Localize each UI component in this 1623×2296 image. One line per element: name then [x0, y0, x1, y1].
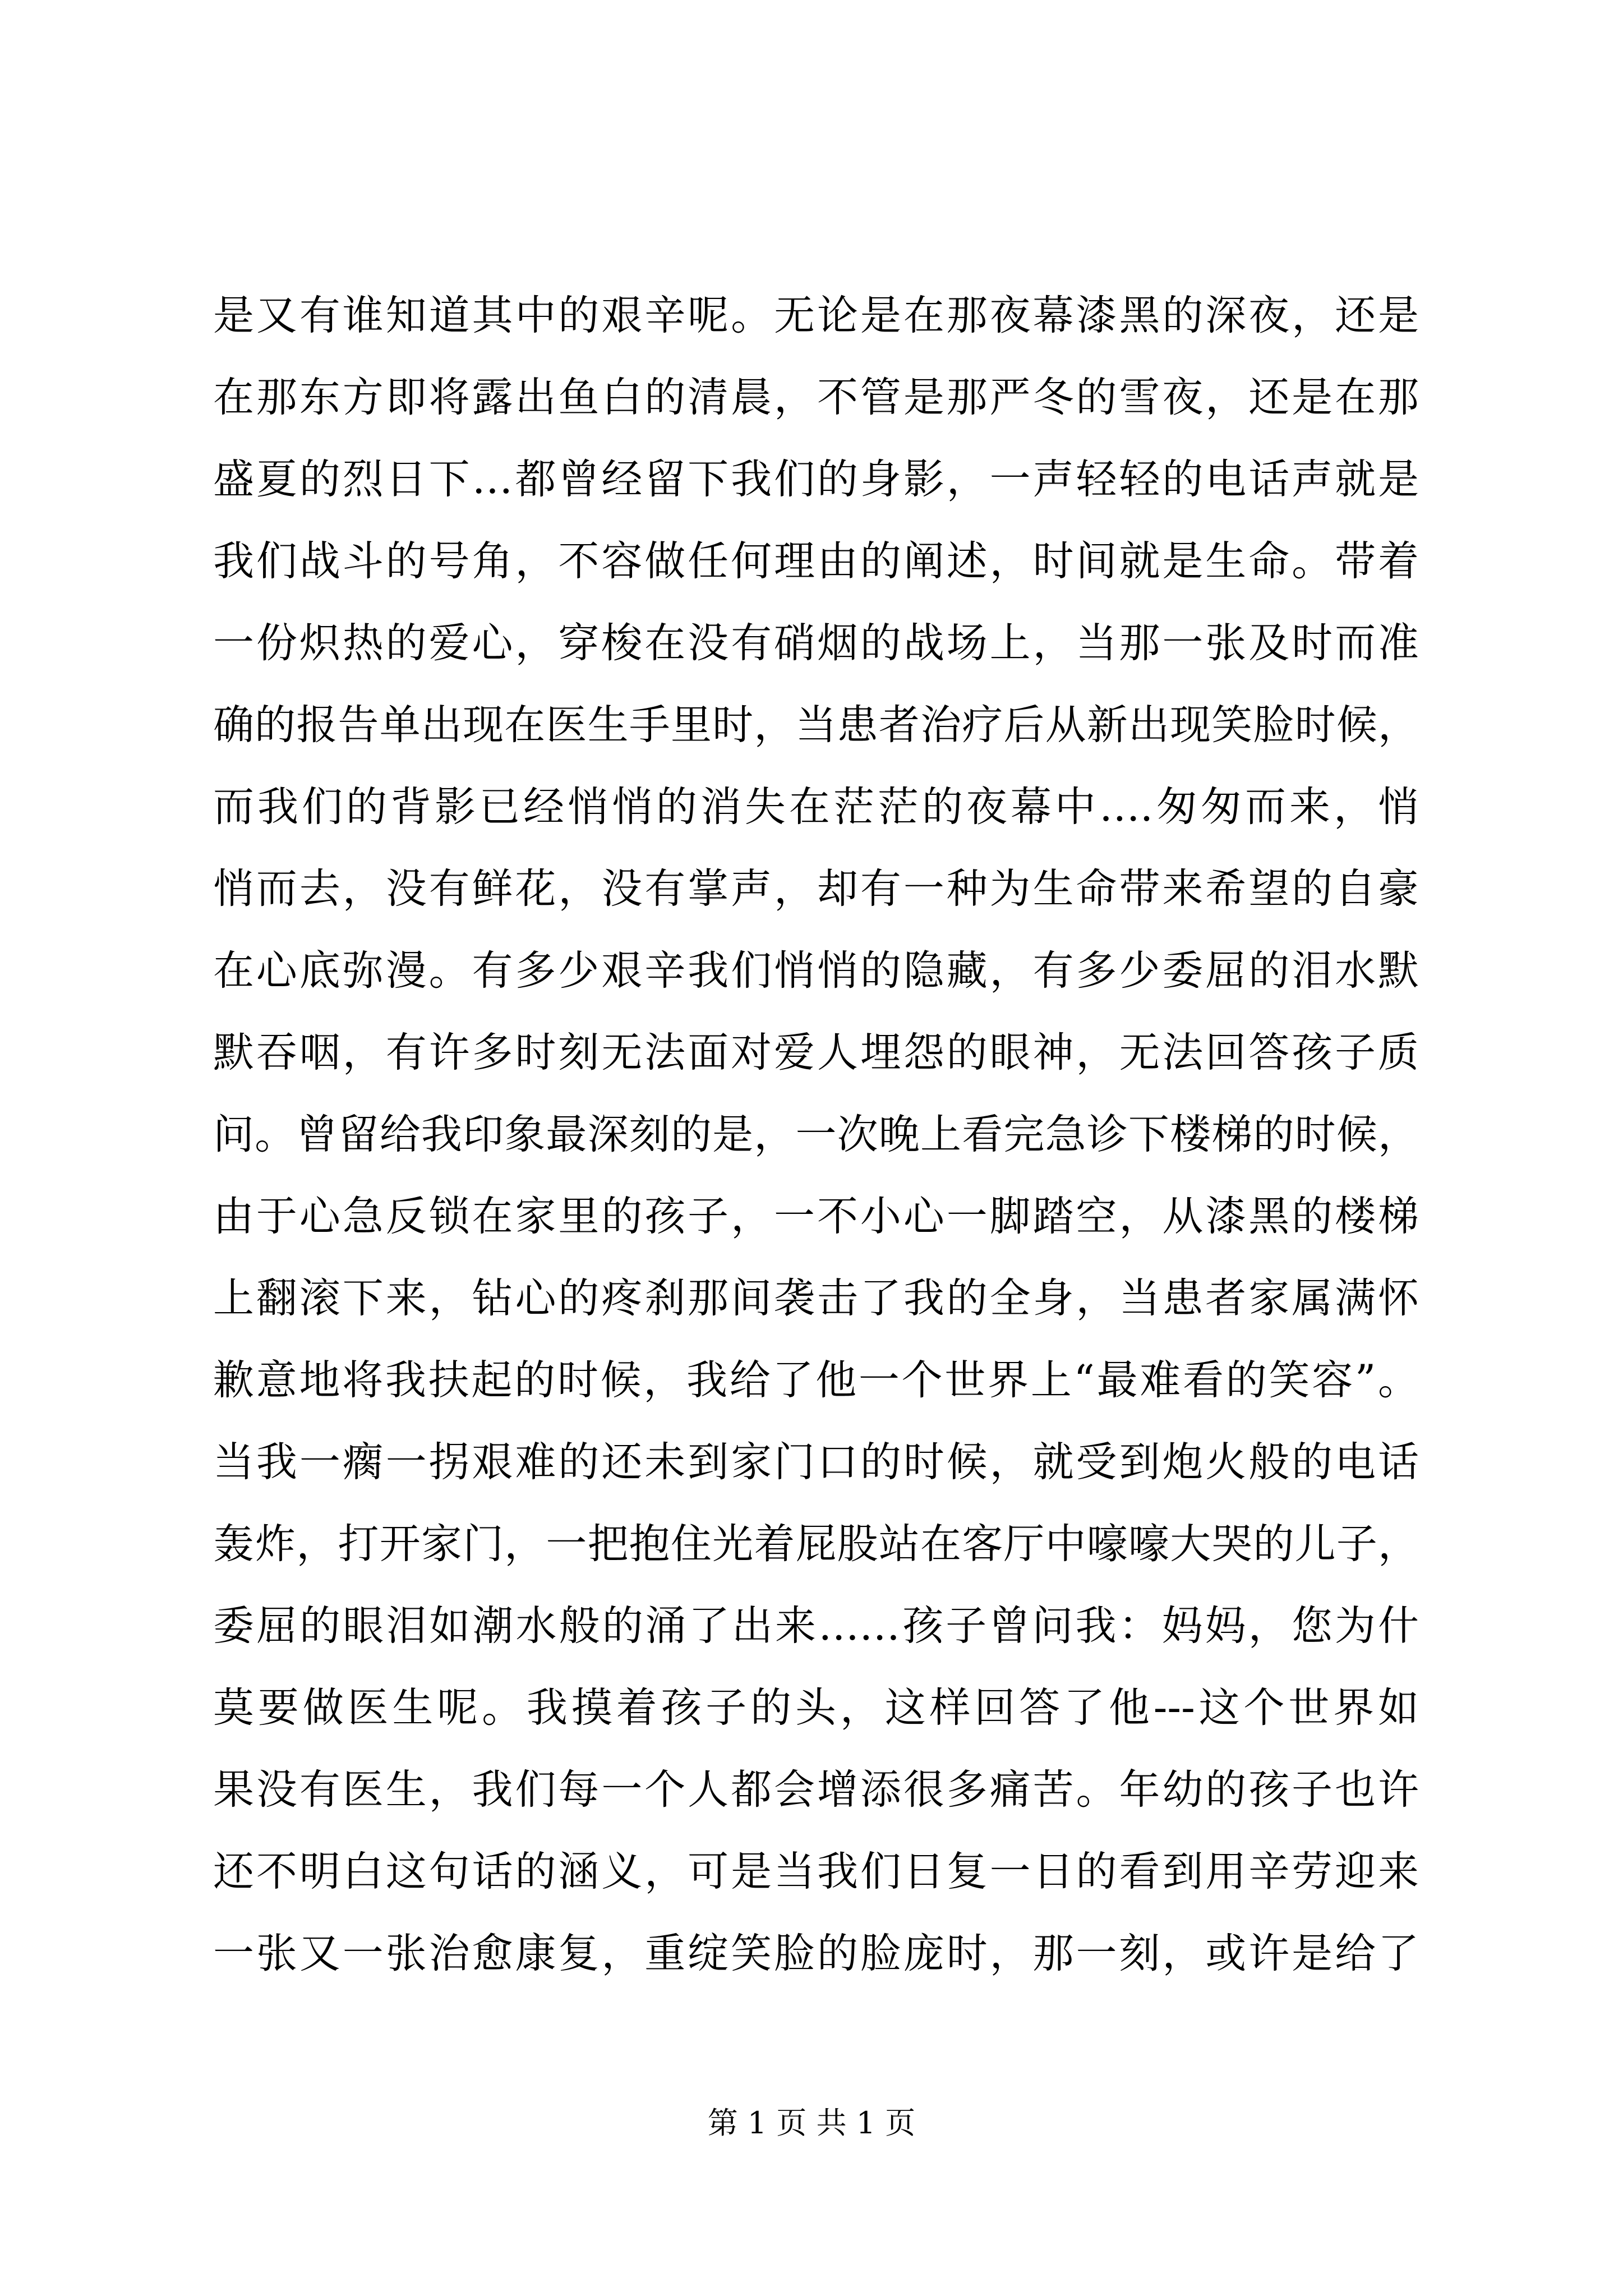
- text-line: 在那东方即将露出鱼白的清晨，不管是那严冬的雪夜，还是在那: [213, 374, 1419, 421]
- text-line: 我们战斗的号角，不容做任何理由的阐述，时间就是生命。带着: [213, 537, 1419, 585]
- text-line: 轰炸，打开家门，一把抱住光着屁股站在客厅中嚎嚎大哭的儿子，: [213, 1520, 1419, 1568]
- text-line: 还不明白这句话的涵义，可是当我们日复一日的看到用辛劳迎来: [213, 1848, 1419, 1895]
- text-line: 一份炽热的爱心，穿梭在没有硝烟的战场上，当那一张及时而准: [213, 619, 1419, 667]
- text-line: 上翻滚下来，钻心的疼刹那间袭击了我的全身，当患者家属满怀: [213, 1274, 1419, 1322]
- text-line: 莫要做医生呢。我摸着孩子的头，这样回答了他---这个世界如: [213, 1684, 1419, 1732]
- text-line: 歉意地将我扶起的时候，我给了他一个世界上“最难看的笑容”。: [213, 1356, 1419, 1404]
- text-line: 悄而去，没有鲜花，没有掌声，却有一种为生命带来希望的自豪: [213, 865, 1419, 913]
- text-line: 委屈的眼泪如潮水般的涌了出来……孩子曾问我：妈妈，您为什: [213, 1602, 1419, 1650]
- body-text: [213, 275, 1419, 1995]
- text-line: 盛夏的烈日下…都曾经留下我们的身影，一声轻轻的电话声就是: [213, 455, 1419, 503]
- text-line: 由于心急反锁在家里的孩子，一不小心一脚踏空，从漆黑的楼梯: [213, 1193, 1419, 1240]
- text-line: 一张又一张治愈康复，重绽笑脸的脸庞时，那一刻，或许是给了: [213, 1930, 1419, 1977]
- text-line: 问。曾留给我印象最深刻的是，一次晚上看完急诊下楼梯的时候，: [213, 1111, 1419, 1158]
- text-line: 当我一瘸一拐艰难的还未到家门口的时候，就受到炮火般的电话: [213, 1438, 1419, 1486]
- page-number-footer: 第 1 页 共 1 页: [707, 2105, 916, 2141]
- text-line: 是又有谁知道其中的艰辛呢。无论是在那夜幕漆黑的深夜，还是: [213, 292, 1419, 339]
- text-line: 在心底弥漫。有多少艰辛我们悄悄的隐藏，有多少委屈的泪水默: [213, 947, 1419, 995]
- text-line: 确的报告单出现在医生手里时，当患者治疗后从新出现笑脸时候，: [213, 701, 1419, 749]
- text-line: 默吞咽，有许多时刻无法面对爱人埋怨的眼神，无法回答孩子质: [213, 1029, 1419, 1076]
- text-line: 而我们的背影已经悄悄的消失在茫茫的夜幕中….匆匆而来，悄: [213, 783, 1419, 831]
- text-line: 果没有医生，我们每一个人都会增添很多痛苦。年幼的孩子也许: [213, 1766, 1419, 1814]
